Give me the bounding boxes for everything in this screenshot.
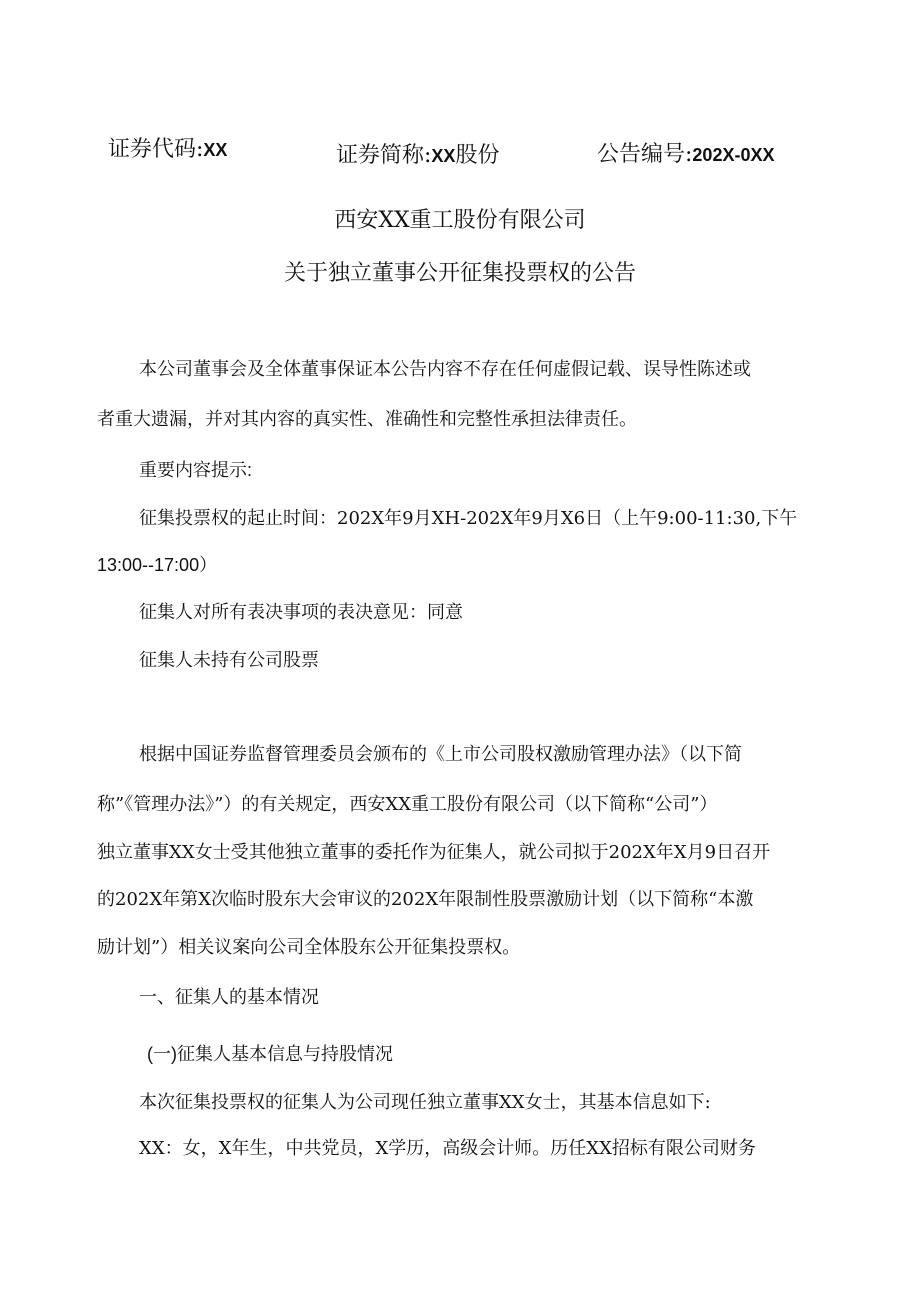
voting-opinion: 征集人对所有表决事项的表决意见：同意 — [139, 602, 463, 623]
statement-line-2: 者重大遗漏，并对其内容的真实性、准确性和完整性承担法律责任。 — [97, 409, 637, 430]
intro-line-3: 独立董事XX女士受其他独立董事的委托作为征集人，就公司拟于202X年X月9日召开 — [97, 842, 771, 863]
collector-bio: XX：女，X年生，中共党员，X学历，高级会计师。历任XX招标有限公司财务 — [139, 1138, 756, 1159]
subsection-1-heading: (一)征集人基本信息与持股情况 — [147, 1044, 393, 1064]
collector-intro: 本次征集投票权的征集人为公司现任独立董事XX女士，其基本信息如下: — [139, 1092, 711, 1113]
security-abbreviation — [336, 138, 499, 169]
tips-heading: 重要内容提示: — [139, 460, 253, 480]
security-abbreviation-suffix: 股份 — [455, 143, 500, 168]
intro-line-4: 的202X年第X次临时股东大会审议的202X年限制性股票激励计划（以下简称“本激 — [97, 889, 754, 910]
intro-line-2: 称”《管理办法》”）的有关规定，西安XX重工股份有限公司（以下简称“公司”） — [97, 794, 718, 815]
company-title: 西安XX重工股份有限公司 — [334, 208, 586, 233]
security-code-value: XX — [203, 140, 228, 160]
security-abbreviation-value: XX — [431, 146, 456, 166]
statement-line-1: 本公司董事会及全体董事保证本公告内容不存在任何虚假记载、误导性陈述或 — [139, 359, 751, 380]
voting-period-line-1: 征集投票权的起止时间：202X年9月XH-202X年9月X6日（上午9:00-11:30,下午 — [139, 508, 798, 529]
security-code — [108, 132, 227, 163]
voting-period-line-2: 13:00--17:00） — [97, 555, 218, 575]
intro-line-1: 根据中国证券监督管理委员会颁布的《上市公司股权激励管理办法》（以下简 — [139, 744, 742, 765]
announcement-title: 关于独立董事公开征集投票权的公告 — [283, 261, 636, 286]
announcement-number — [597, 137, 774, 168]
security-code-label: 证券代码: — [108, 137, 204, 162]
intro-line-5: 励计划”）相关议案向公司全体股东公开征集投票权。 — [97, 937, 521, 958]
announcement-number-value: 202X-0XX — [692, 145, 775, 165]
section-1-heading: 一、征集人的基本情况 — [139, 987, 319, 1007]
security-abbreviation-label: 证券简称: — [336, 143, 432, 168]
announcement-number-label: 公告编号: — [597, 142, 693, 167]
shareholding-note: 征集人未持有公司股票 — [139, 650, 319, 671]
